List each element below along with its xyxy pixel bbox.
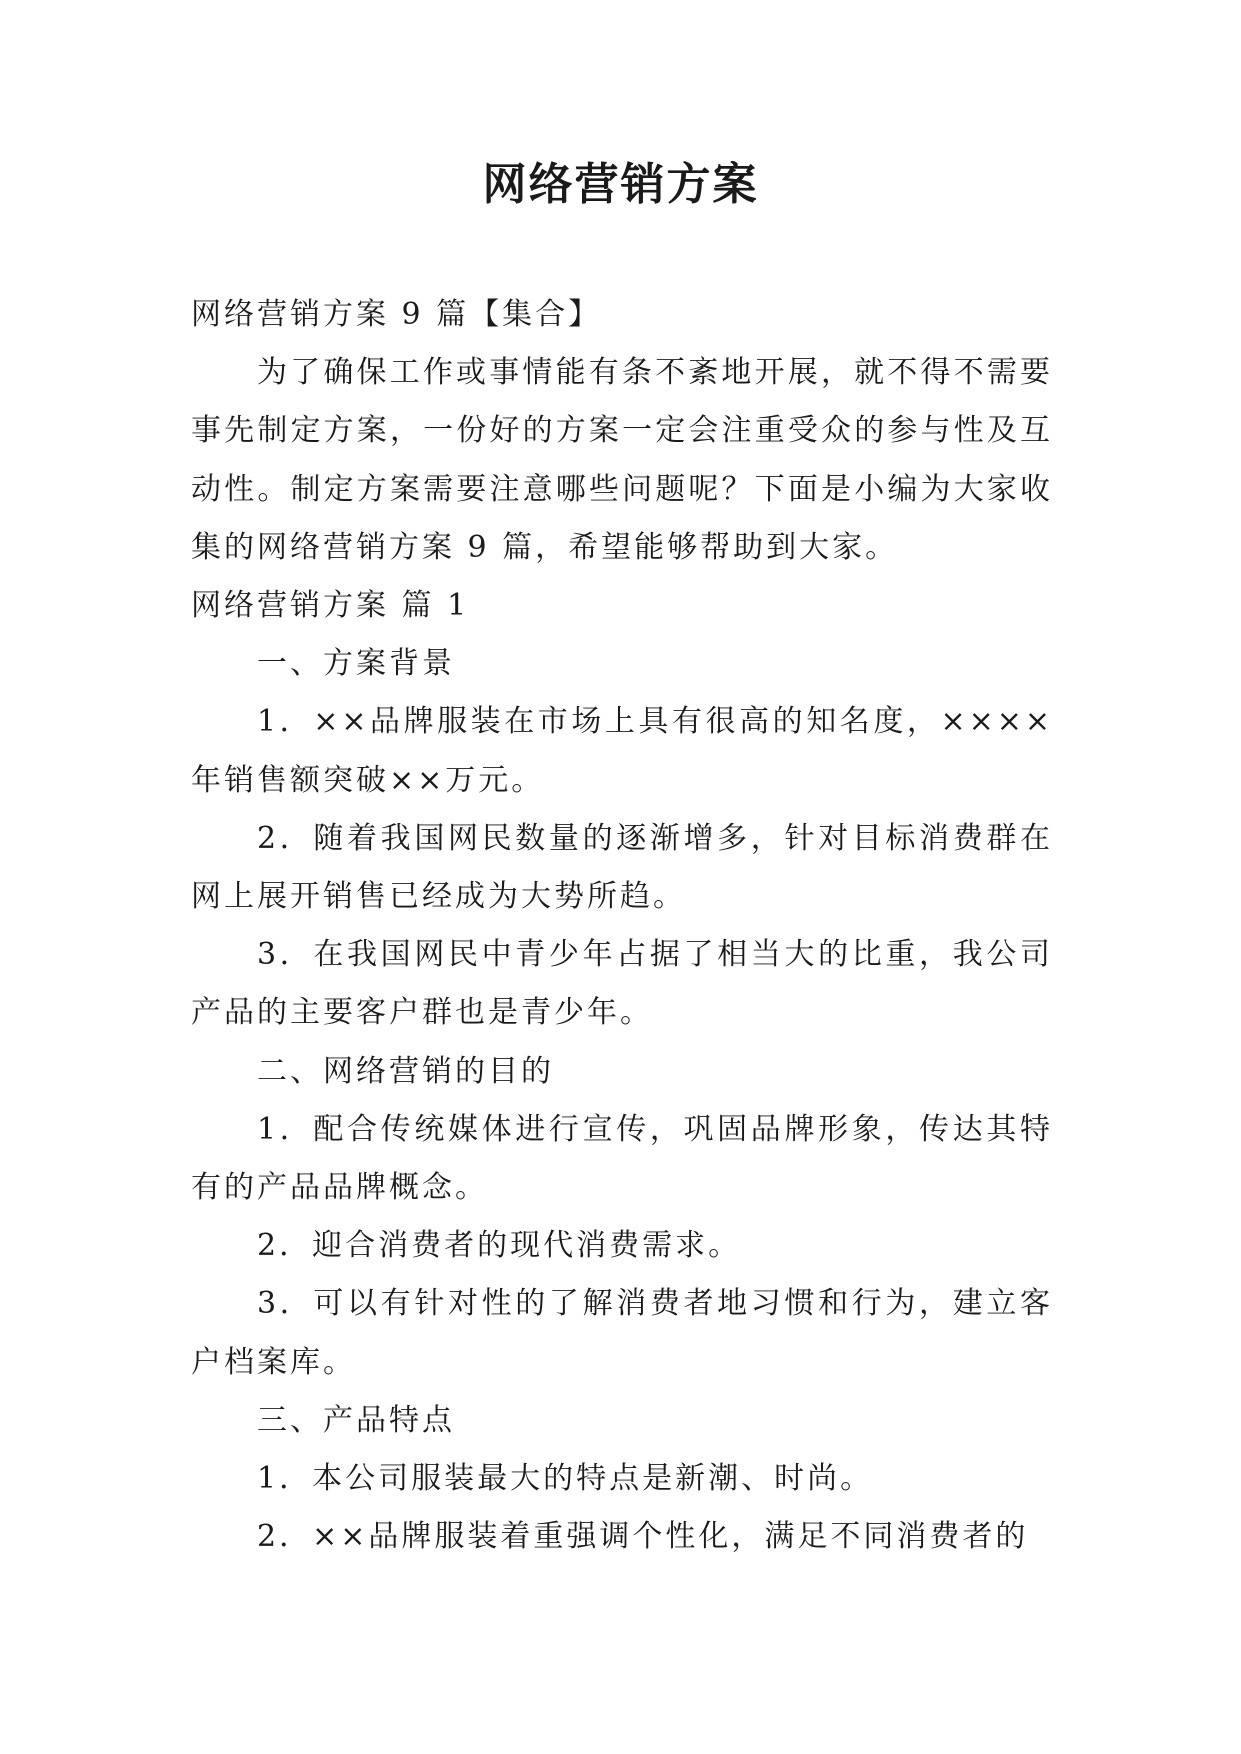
list-item: 3．在我国网民中青少年占据了相当大的比重，我公司产品的主要客户群也是青少年。 [191,937,1053,1031]
article-heading: 网络营销方案 篇 1 [191,588,470,624]
list-item: 2．迎合消费者的现代消费需求。 [257,1228,742,1264]
list-item: 3．可以有针对性的了解消费者地习惯和行为，建立客户档案库。 [191,1286,1053,1380]
list-item: 1．本公司服装最大的特点是新潮、时尚。 [257,1461,874,1497]
collection-heading: 网络营销方案 9 篇【集合】 [191,297,602,332]
section-heading: 二、网络营销的目的 [257,1053,554,1089]
list-item: 2．随着我国网民数量的逐渐增多，针对目标消费群在网上展开销售已经成为大势所趋。 [191,820,1053,915]
document-title: 网络营销方案 [482,159,759,210]
document-body [191,286,1053,1566]
list-item: 1．××品牌服装在市场上具有很高的知名度，××××年销售额突破××万元。 [191,704,1053,798]
list-item: 2．××品牌服装着重强调个性化，满足不同消费者的 [257,1519,1029,1555]
section-heading: 一、方案背景 [257,646,455,682]
intro-paragraph: 为了确保工作或事情能有条不紊地开展，就不得不需要事先制定方案，一份好的方案一定会注重受众的参与性及互动性。制定方案需要注意哪些问题呢？下面是小编为大家收集的网络营销方案 9 篇，希望能够帮助到大家。 [191,355,1053,565]
section-heading: 三、产品特点 [257,1402,455,1438]
list-item: 1．配合传统媒体进行宣传，巩固品牌形象，传达其特有的产品品牌概念。 [191,1111,1053,1206]
